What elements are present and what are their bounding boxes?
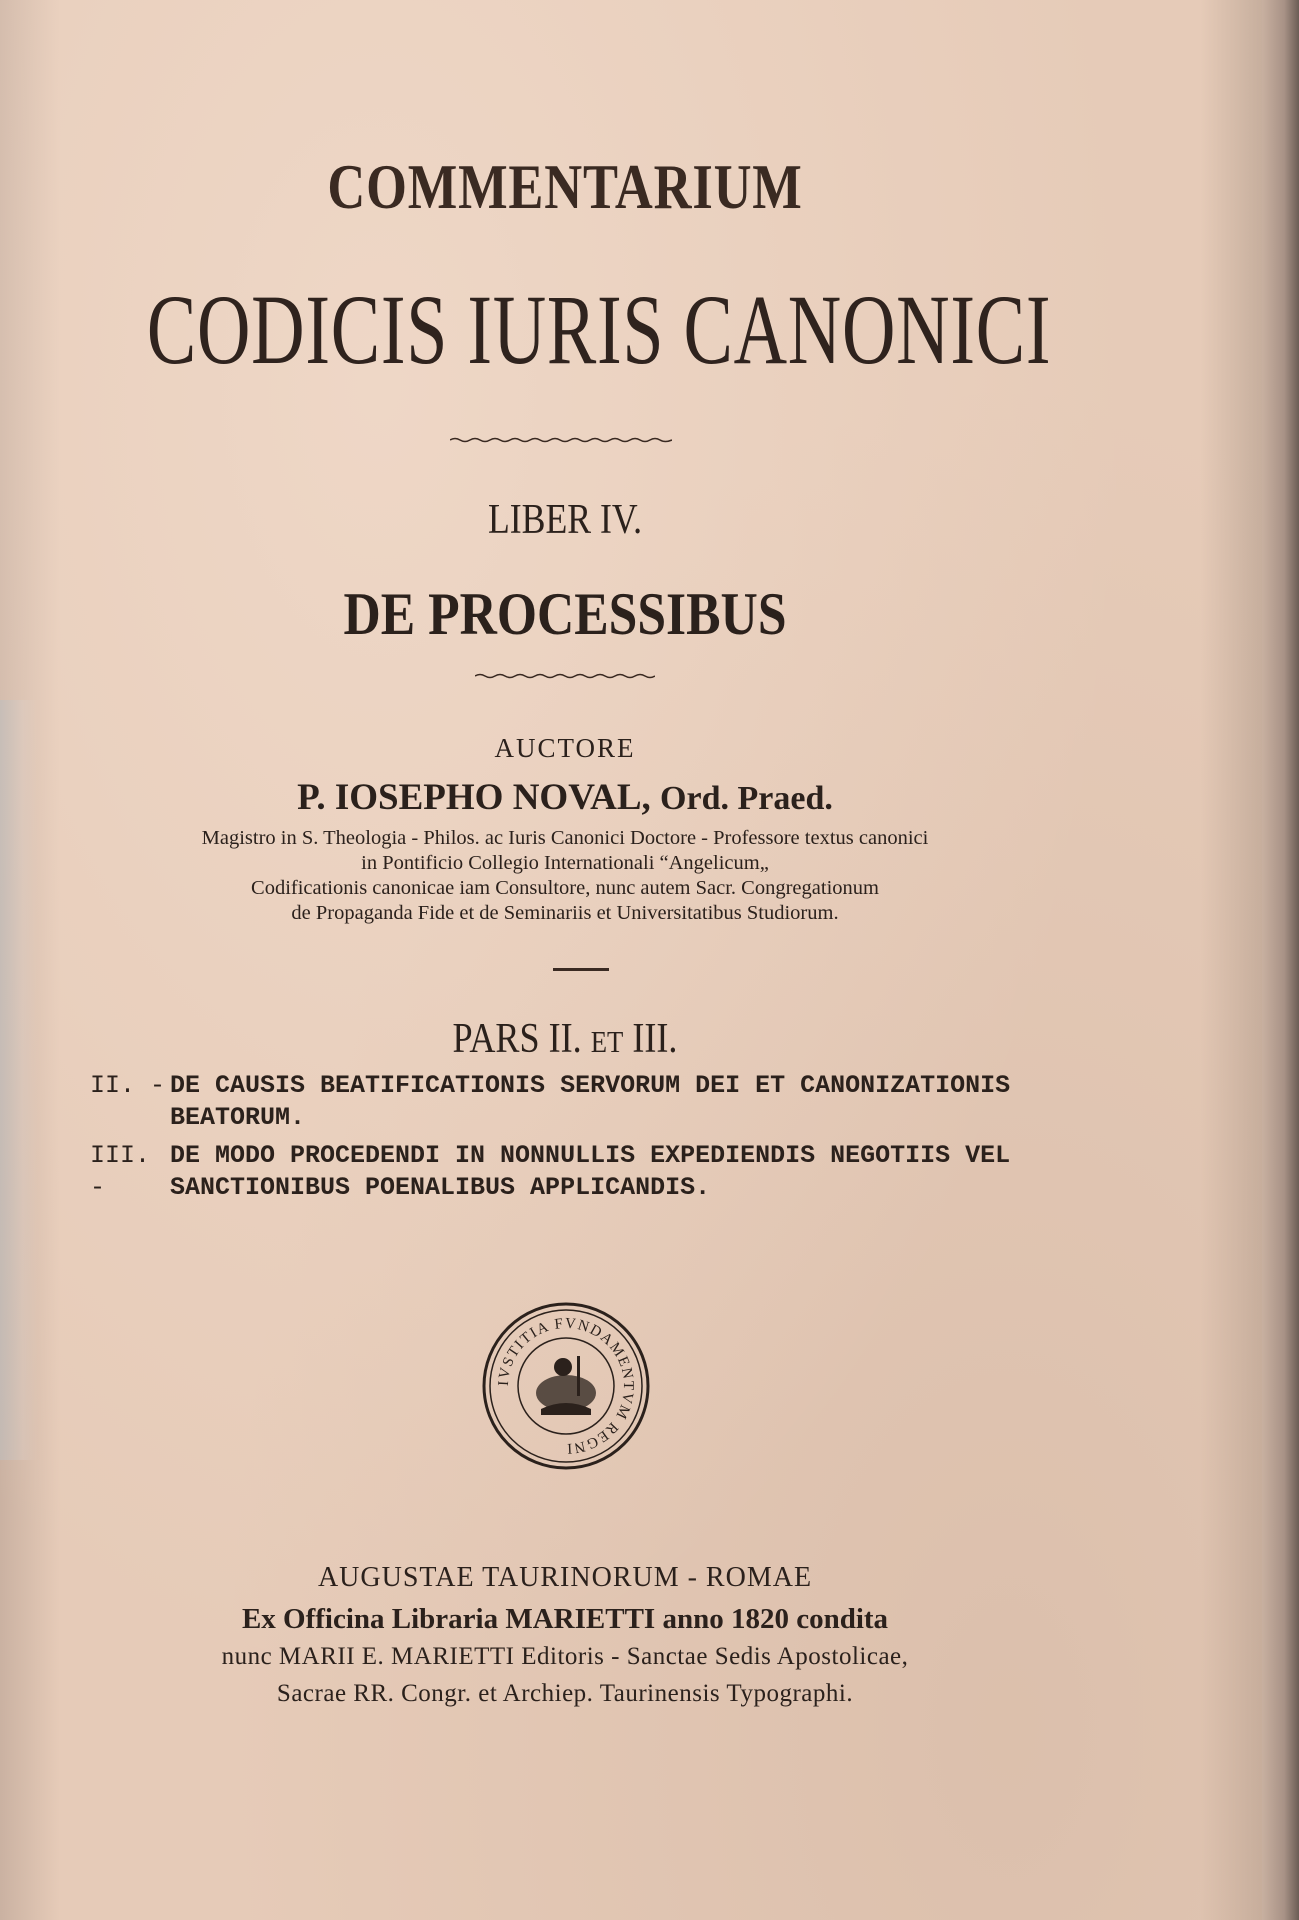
pars-first: PARS II.	[452, 1016, 582, 1062]
list-item	[90, 1070, 1040, 1134]
list-item	[90, 1140, 1040, 1204]
part-title: DE CAUSIS BEATIFICATIONIS SERVORUM DEI ET CANONIZATIONIS BEATORUM.	[170, 1071, 1011, 1132]
credential-line: Magistro in S. Theologia - Philos. ac Iuris Canonici Doctore - Professore textus canonici	[201, 827, 929, 849]
ornamental-rule-2	[475, 673, 655, 679]
auctore-label: AUCTORE	[494, 733, 636, 763]
publisher-seal-icon	[481, 1301, 651, 1471]
pars-heading	[79, 1015, 1051, 1063]
ornamental-rule-1	[450, 437, 672, 443]
credential-line: in Pontificio Collegio Internationali “Angelicum„	[361, 852, 769, 874]
credential-line: Codificationis canonicae iam Consultore, nunc autem Sacr. Congregationum	[251, 877, 879, 899]
part-title: DE MODO PROCEDENDI IN NONNULLIS EXPEDIENDIS NEGOTIIS VEL SANCTIONIBUS POENALIBUS APPLICANDIS.	[170, 1141, 1011, 1202]
short-rule	[553, 968, 609, 971]
publisher-line: nunc MARII E. MARIETTI Editoris - Sanctae Sedis Apostolicae,	[221, 1643, 909, 1670]
author-order: Ord. Praed.	[660, 780, 833, 817]
author-name: P. IOSEPHO NOVAL,	[297, 777, 651, 818]
credential-line: de Propaganda Fide et de Seminariis et Universitatibus Studiorum.	[291, 902, 839, 924]
parts-list	[90, 1070, 1040, 1210]
book-subject: DE PROCESSIBUS	[343, 581, 787, 647]
title-line-2: CODICIS IURIS CANONICI	[146, 274, 1052, 385]
title-line-1: COMMENTARIUM	[327, 151, 803, 222]
part-number: II. -	[90, 1071, 166, 1100]
seal-motto: IVSTITIA FVNDAMENTVM REGNI	[495, 1315, 637, 1457]
author-line	[0, 776, 1130, 819]
publisher-name: Ex Officina Libraria MARIETTI anno 1820 condita	[241, 1603, 889, 1635]
publisher-city: AUGUSTAE TAURINORUM - ROMAE	[317, 1562, 813, 1593]
pars-second: III.	[632, 1016, 678, 1062]
liber-number: LIBER IV.	[487, 497, 643, 543]
book-edge	[1262, 0, 1299, 1920]
pars-et: ET	[590, 1024, 624, 1059]
publisher-line: Sacrae RR. Congr. et Archiep. Taurinensis Typographi.	[276, 1680, 854, 1707]
part-number: III. -	[90, 1141, 151, 1202]
